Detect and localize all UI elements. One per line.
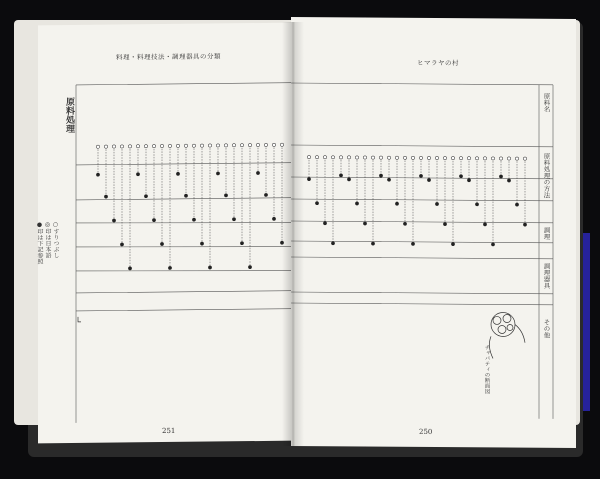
table-dot <box>184 194 187 197</box>
header-label-4: 調理器具 <box>542 262 551 289</box>
table-dot <box>507 157 510 160</box>
table-dot <box>403 222 406 225</box>
table-dot <box>379 156 382 159</box>
table-dot <box>355 156 358 159</box>
table-dot <box>515 157 518 160</box>
table-dot <box>104 145 107 148</box>
table-dot <box>371 156 374 159</box>
table-dot <box>427 178 430 181</box>
table-dot <box>491 157 494 160</box>
table-dot <box>232 218 235 221</box>
left-page <box>38 23 292 444</box>
legend-line-1: ○すりつぶし <box>52 221 59 259</box>
table-dot <box>483 157 486 160</box>
table-dot <box>128 267 131 270</box>
table-dot <box>467 157 470 160</box>
table-dot <box>347 178 350 181</box>
table-dot <box>264 193 267 196</box>
table-dot <box>395 202 398 205</box>
header-label-1: 原料名 <box>542 92 551 113</box>
table-dot <box>451 157 454 160</box>
left-table-lines <box>38 23 292 444</box>
table-dot <box>483 223 486 226</box>
table-dot <box>475 157 478 160</box>
table-dot <box>459 175 462 178</box>
table-dot <box>128 145 131 148</box>
table-dot <box>523 223 526 226</box>
table-dot <box>499 175 502 178</box>
header-label-5: その他 <box>542 318 551 339</box>
table-dot <box>363 222 366 225</box>
table-dot <box>435 156 438 159</box>
header-label-2: 原料処理の方法 <box>542 152 551 199</box>
table-dot <box>443 156 446 159</box>
table-dot <box>112 219 115 222</box>
table-dot <box>168 144 171 147</box>
table-dot <box>467 179 470 182</box>
table-dot <box>403 156 406 159</box>
table-dot <box>387 178 390 181</box>
table-dot <box>168 266 171 269</box>
table-dot <box>96 173 99 176</box>
table-dot <box>136 145 139 148</box>
table-dot <box>443 222 446 225</box>
table-dot <box>200 242 203 245</box>
table-dot <box>120 145 123 148</box>
table-dot <box>232 144 235 147</box>
table-dot <box>192 218 195 221</box>
table-dot <box>160 144 163 147</box>
table-dot <box>395 156 398 159</box>
chapati-illustration-icon <box>489 312 525 358</box>
table-dot <box>451 243 454 246</box>
table-dot <box>208 144 211 147</box>
table-dot <box>331 242 334 245</box>
right-page-number: 250 <box>419 427 433 436</box>
table-dot <box>491 243 494 246</box>
table-dot <box>240 242 243 245</box>
table-dot <box>523 157 526 160</box>
header-label-3: 調理 <box>542 226 551 240</box>
table-dot <box>96 145 99 148</box>
table-dot <box>264 143 267 146</box>
table-dot <box>355 202 358 205</box>
table-dot <box>256 143 259 146</box>
table-dot <box>176 144 179 147</box>
legend-line-3: ●印は下記参照 <box>36 221 43 265</box>
right-running-head: ヒマラヤの村 <box>417 58 459 68</box>
table-dot <box>323 222 326 225</box>
table-dot <box>224 194 227 197</box>
table-dot <box>411 156 414 159</box>
left-page-number: 251 <box>162 426 176 436</box>
table-dot <box>248 265 251 268</box>
table-dot <box>240 144 243 147</box>
table-dot <box>136 173 139 176</box>
table-dot <box>339 174 342 177</box>
table-dot <box>256 171 259 174</box>
table-dot <box>307 178 310 181</box>
table-dot <box>379 174 382 177</box>
table-dot <box>459 157 462 160</box>
illustration-caption: チャパティの断面図 <box>483 344 490 394</box>
table-dot <box>152 144 155 147</box>
right-page <box>291 17 576 448</box>
table-dot <box>339 156 342 159</box>
table-dot <box>315 202 318 205</box>
table-dot <box>331 156 334 159</box>
book-gutter <box>282 22 304 446</box>
table-dot <box>515 203 518 206</box>
table-dot <box>272 143 275 146</box>
section-title: 原料処理 <box>64 96 74 134</box>
table-dot <box>216 144 219 147</box>
table-dot <box>200 144 203 147</box>
legend-line-2: ◎印は日本語 <box>44 221 51 259</box>
table-dot <box>160 242 163 245</box>
table-dot <box>419 156 422 159</box>
table-dot <box>104 195 107 198</box>
table-dot <box>499 157 502 160</box>
table-dot <box>315 156 318 159</box>
table-dot <box>371 242 374 245</box>
table-dot <box>144 195 147 198</box>
table-dot <box>475 203 478 206</box>
table-dot <box>112 145 115 148</box>
left-running-head: 料理・料理技法・調理器具の分類 <box>116 52 221 62</box>
table-dot <box>411 242 414 245</box>
table-dot <box>507 179 510 182</box>
table-dot <box>323 156 326 159</box>
table-dot <box>224 144 227 147</box>
table-dot <box>427 156 430 159</box>
table-dot <box>363 156 366 159</box>
table-dot <box>192 144 195 147</box>
right-table-lines <box>291 17 576 448</box>
table-dot <box>387 156 390 159</box>
table-dot <box>419 174 422 177</box>
table-dot <box>347 156 350 159</box>
table-dot <box>208 266 211 269</box>
table-dot <box>272 217 275 220</box>
table-dot <box>176 172 179 175</box>
table-dot <box>307 156 310 159</box>
table-dot <box>216 172 219 175</box>
table-dot <box>248 143 251 146</box>
table-dot <box>120 243 123 246</box>
table-dot <box>184 144 187 147</box>
table-dot <box>144 145 147 148</box>
table-dot <box>435 202 438 205</box>
table-dot <box>152 218 155 221</box>
